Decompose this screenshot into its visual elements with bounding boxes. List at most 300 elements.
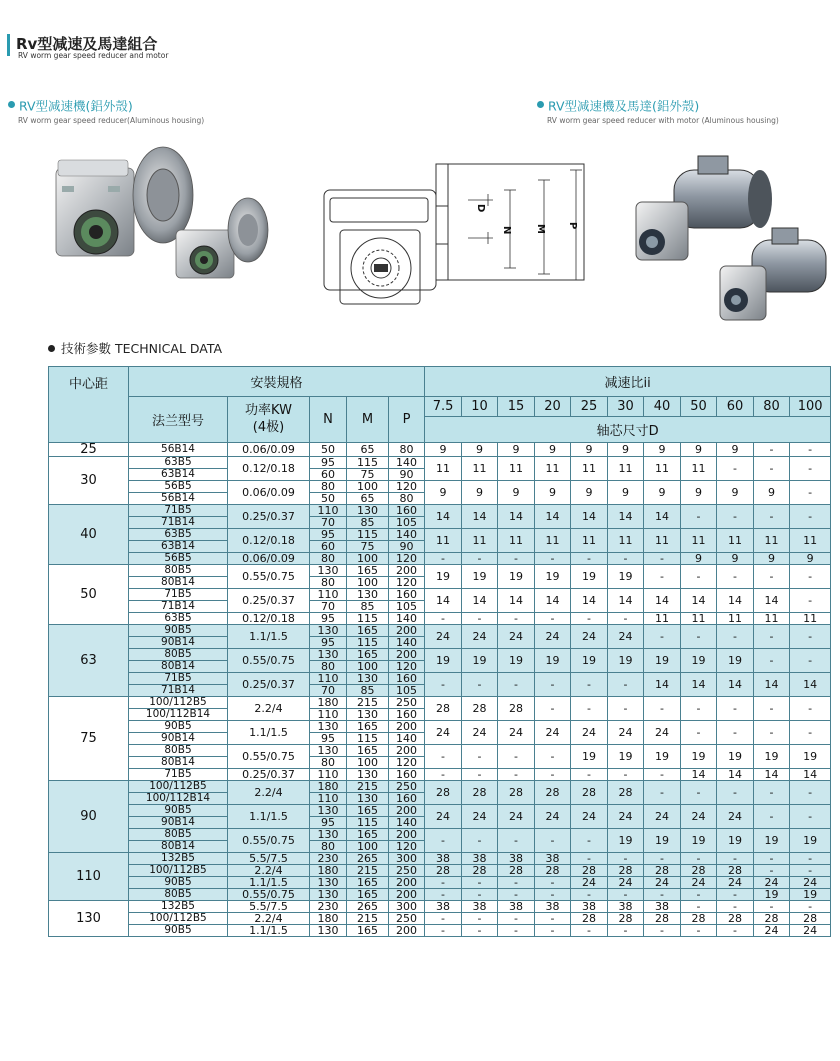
m-cell: 165: [347, 889, 389, 901]
shaft-cell: -: [425, 913, 462, 925]
ratio-80: 80: [754, 397, 790, 417]
n-cell: 95: [310, 613, 347, 625]
section-bullet-icon: [537, 101, 544, 108]
shaft-cell: -: [425, 889, 462, 901]
m-cell: 65: [347, 493, 389, 505]
shaft-cell: -: [644, 781, 681, 805]
m-cell: 100: [347, 481, 389, 493]
m-cell: 165: [347, 565, 389, 577]
shaft-cell: -: [790, 625, 831, 649]
shaft-cell: 28: [681, 865, 717, 877]
power-cell: 2.2/4: [228, 697, 310, 721]
n-cell: 230: [310, 853, 347, 865]
power-cell: 0.06/0.09: [228, 553, 310, 565]
m-cell: 215: [347, 697, 389, 709]
m-cell: 130: [347, 673, 389, 685]
shaft-cell: -: [498, 913, 535, 925]
shaft-cell: 19: [498, 565, 535, 589]
shaft-cell: 38: [462, 901, 498, 913]
shaft-cell: 19: [608, 649, 644, 673]
shaft-cell: 38: [644, 901, 681, 913]
p-cell: 140: [389, 613, 425, 625]
table-row: [49, 553, 831, 565]
shaft-cell: 24: [608, 625, 644, 649]
p-cell: 200: [389, 649, 425, 661]
shaft-cell: -: [644, 697, 681, 721]
shaft-cell: 28: [498, 781, 535, 805]
n-cell: 110: [310, 769, 347, 781]
shaft-cell: 9: [498, 443, 535, 457]
shaft-cell: -: [498, 889, 535, 901]
shaft-cell: -: [498, 925, 535, 937]
n-cell: 180: [310, 865, 347, 877]
p-cell: 200: [389, 829, 425, 841]
shaft-cell: 24: [498, 805, 535, 829]
shaft-cell: 28: [571, 865, 608, 877]
m-cell: 265: [347, 901, 389, 913]
p-cell: 160: [389, 769, 425, 781]
flange-cell: 80B5: [129, 889, 228, 901]
reducer-product-image: [48, 140, 273, 280]
section-reducer-subtitle: RV worm gear speed reducer(Aluminous housing): [18, 115, 205, 125]
flange-cell: 100/112B14: [129, 709, 228, 721]
n-cell: 110: [310, 673, 347, 685]
flange-cell: 71B5: [129, 673, 228, 685]
n-cell: 80: [310, 481, 347, 493]
p-cell: 200: [389, 805, 425, 817]
shaft-cell: -: [462, 745, 498, 769]
shaft-cell: 38: [535, 901, 571, 913]
shaft-cell: 28: [498, 697, 535, 721]
shaft-cell: -: [754, 649, 790, 673]
table-row: [49, 625, 831, 637]
n-cell: 60: [310, 541, 347, 553]
shaft-cell: 24: [571, 877, 608, 889]
flange-cell: 71B5: [129, 589, 228, 601]
table-row: [49, 829, 831, 841]
shaft-cell: -: [571, 829, 608, 853]
shaft-cell: -: [498, 553, 535, 565]
shaft-cell: 14: [790, 769, 831, 781]
shaft-cell: -: [535, 697, 571, 721]
shaft-cell: 9: [425, 443, 462, 457]
flange-cell: 100/112B5: [129, 865, 228, 877]
shaft-cell: 19: [425, 565, 462, 589]
flange-cell: 100/112B5: [129, 697, 228, 709]
n-cell: 130: [310, 649, 347, 661]
p-cell: 140: [389, 817, 425, 829]
header-shaft-size: 轴芯尺寸D: [425, 417, 831, 443]
n-cell: 95: [310, 457, 347, 469]
m-cell: 215: [347, 865, 389, 877]
shaft-cell: 24: [790, 877, 831, 889]
shaft-cell: 24: [717, 877, 754, 889]
m-cell: 215: [347, 913, 389, 925]
n-cell: 80: [310, 577, 347, 589]
shaft-cell: 24: [571, 721, 608, 745]
n-cell: 130: [310, 877, 347, 889]
shaft-cell: -: [498, 613, 535, 625]
flange-cell: 80B5: [129, 745, 228, 757]
shaft-cell: 14: [754, 769, 790, 781]
shaft-cell: 19: [644, 745, 681, 769]
n-cell: 95: [310, 529, 347, 541]
shaft-cell: -: [717, 565, 754, 589]
shaft-cell: 11: [608, 457, 644, 481]
shaft-cell: 24: [425, 805, 462, 829]
power-cell: 1.1/1.5: [228, 625, 310, 649]
ratio-25: 25: [571, 397, 608, 417]
m-cell: 115: [347, 637, 389, 649]
m-cell: 165: [347, 925, 389, 937]
shaft-cell: -: [425, 925, 462, 937]
shaft-cell: 24: [535, 805, 571, 829]
flange-cell: 90B5: [129, 805, 228, 817]
p-cell: 105: [389, 685, 425, 697]
shaft-cell: 28: [535, 781, 571, 805]
shaft-cell: -: [717, 457, 754, 481]
shaft-cell: 28: [462, 697, 498, 721]
m-cell: 85: [347, 601, 389, 613]
p-cell: 250: [389, 865, 425, 877]
shaft-cell: 9: [535, 481, 571, 505]
shaft-cell: 11: [644, 529, 681, 553]
n-cell: 130: [310, 745, 347, 757]
shaft-cell: -: [681, 565, 717, 589]
shaft-cell: 9: [717, 481, 754, 505]
shaft-cell: 14: [681, 769, 717, 781]
flange-cell: 90B14: [129, 733, 228, 745]
flange-cell: 90B14: [129, 817, 228, 829]
shaft-cell: 24: [498, 721, 535, 745]
shaft-cell: -: [754, 865, 790, 877]
shaft-cell: 38: [425, 853, 462, 865]
title-accent-bar: [7, 34, 10, 56]
shaft-cell: 14: [644, 589, 681, 613]
shaft-cell: 14: [681, 673, 717, 697]
shaft-cell: 19: [681, 745, 717, 769]
shaft-cell: -: [535, 925, 571, 937]
shaft-cell: 14: [462, 505, 498, 529]
dim-label-d: D: [475, 204, 486, 213]
shaft-cell: 14: [754, 673, 790, 697]
n-cell: 130: [310, 625, 347, 637]
shaft-cell: 24: [425, 721, 462, 745]
flange-cell: 56B14: [129, 493, 228, 505]
p-cell: 300: [389, 853, 425, 865]
n-cell: 130: [310, 805, 347, 817]
shaft-cell: -: [462, 613, 498, 625]
shaft-cell: 28: [462, 865, 498, 877]
shaft-cell: 24: [608, 877, 644, 889]
shaft-cell: 38: [498, 901, 535, 913]
power-cell: 0.55/0.75: [228, 829, 310, 853]
p-cell: 200: [389, 721, 425, 733]
shaft-cell: 11: [535, 529, 571, 553]
n-cell: 80: [310, 841, 347, 853]
n-cell: 60: [310, 469, 347, 481]
ratio-60: 60: [717, 397, 754, 417]
shaft-cell: 28: [608, 865, 644, 877]
n-cell: 70: [310, 517, 347, 529]
shaft-cell: 9: [571, 443, 608, 457]
shaft-cell: -: [571, 925, 608, 937]
shaft-cell: -: [571, 889, 608, 901]
shaft-cell: -: [571, 769, 608, 781]
shaft-cell: 24: [571, 625, 608, 649]
table-row: [49, 649, 831, 661]
m-cell: 115: [347, 613, 389, 625]
shaft-cell: 28: [571, 781, 608, 805]
p-cell: 80: [389, 443, 425, 457]
shaft-cell: -: [754, 505, 790, 529]
shaft-cell: 24: [571, 805, 608, 829]
p-cell: 200: [389, 565, 425, 577]
shaft-cell: -: [462, 913, 498, 925]
shaft-cell: -: [462, 925, 498, 937]
shaft-cell: -: [681, 853, 717, 865]
shaft-cell: -: [644, 625, 681, 649]
n-cell: 80: [310, 661, 347, 673]
shaft-cell: -: [462, 889, 498, 901]
center-distance-cell: 25: [49, 443, 129, 457]
shaft-cell: 19: [717, 829, 754, 853]
shaft-cell: -: [571, 853, 608, 865]
shaft-cell: -: [462, 673, 498, 697]
flange-cell: 63B14: [129, 541, 228, 553]
shaft-cell: 9: [425, 481, 462, 505]
power-cell: 1.1/1.5: [228, 925, 310, 937]
m-cell: 130: [347, 709, 389, 721]
shaft-cell: -: [717, 925, 754, 937]
shaft-cell: -: [790, 589, 831, 613]
shaft-cell: 14: [498, 505, 535, 529]
power-cell: 2.2/4: [228, 913, 310, 925]
table-row: [49, 481, 831, 493]
table-row: [49, 781, 831, 793]
shaft-cell: -: [754, 443, 790, 457]
flange-cell: 100/112B5: [129, 781, 228, 793]
flange-cell: 71B5: [129, 769, 228, 781]
shaft-cell: 9: [681, 553, 717, 565]
shaft-cell: 14: [425, 505, 462, 529]
shaft-cell: -: [425, 613, 462, 625]
flange-cell: 63B5: [129, 529, 228, 541]
ratio-7.5: 7.5: [425, 397, 462, 417]
shaft-cell: 11: [644, 457, 681, 481]
shaft-cell: 9: [644, 481, 681, 505]
shaft-cell: 19: [462, 565, 498, 589]
section-reducer: [8, 95, 204, 125]
shaft-cell: -: [535, 877, 571, 889]
p-cell: 250: [389, 781, 425, 793]
shaft-cell: 14: [608, 589, 644, 613]
table-row: [49, 529, 831, 541]
power-cell: 2.2/4: [228, 781, 310, 805]
shaft-cell: 28: [462, 781, 498, 805]
flange-cell: 80B5: [129, 829, 228, 841]
m-cell: 215: [347, 781, 389, 793]
table-row: [49, 505, 831, 517]
section-reducer-title: RV型减速機(鋁外殼): [19, 98, 133, 114]
shaft-cell: -: [790, 853, 831, 865]
n-cell: 50: [310, 443, 347, 457]
power-cell: 2.2/4: [228, 865, 310, 877]
p-cell: 200: [389, 925, 425, 937]
p-cell: 160: [389, 793, 425, 805]
shaft-cell: -: [681, 781, 717, 805]
table-row: [49, 721, 831, 733]
table-row: [49, 673, 831, 685]
p-cell: 105: [389, 601, 425, 613]
m-cell: 115: [347, 817, 389, 829]
shaft-cell: 19: [644, 649, 681, 673]
m-cell: 265: [347, 853, 389, 865]
shaft-cell: 14: [425, 589, 462, 613]
shaft-cell: -: [571, 613, 608, 625]
shaft-cell: -: [790, 805, 831, 829]
shaft-cell: 24: [644, 805, 681, 829]
m-cell: 100: [347, 577, 389, 589]
shaft-cell: 28: [425, 697, 462, 721]
shaft-cell: 28: [535, 865, 571, 877]
shaft-cell: 28: [681, 913, 717, 925]
ratio-15: 15: [498, 397, 535, 417]
shaft-cell: -: [754, 805, 790, 829]
shaft-cell: 14: [571, 589, 608, 613]
shaft-cell: 24: [498, 625, 535, 649]
flange-cell: 80B14: [129, 577, 228, 589]
power-cell: 5.5/7.5: [228, 901, 310, 913]
shaft-cell: 14: [681, 589, 717, 613]
shaft-cell: -: [535, 769, 571, 781]
shaft-cell: 9: [462, 443, 498, 457]
shaft-cell: 14: [644, 673, 681, 697]
shaft-cell: -: [754, 625, 790, 649]
shaft-cell: -: [535, 889, 571, 901]
table-row: [49, 457, 831, 469]
ratio-50: 50: [681, 397, 717, 417]
shaft-cell: 19: [754, 829, 790, 853]
shaft-cell: -: [425, 553, 462, 565]
p-cell: 105: [389, 517, 425, 529]
shaft-cell: -: [498, 769, 535, 781]
shaft-cell: -: [681, 625, 717, 649]
power-cell: 5.5/7.5: [228, 853, 310, 865]
p-cell: 120: [389, 757, 425, 769]
shaft-cell: 9: [790, 553, 831, 565]
n-cell: 130: [310, 889, 347, 901]
dim-label-p: P: [567, 222, 578, 230]
shaft-cell: 9: [644, 443, 681, 457]
p-cell: 120: [389, 553, 425, 565]
power-cell: 0.25/0.37: [228, 505, 310, 529]
shaft-cell: -: [608, 697, 644, 721]
shaft-cell: 19: [571, 745, 608, 769]
m-cell: 115: [347, 733, 389, 745]
n-cell: 110: [310, 709, 347, 721]
shaft-cell: 11: [754, 613, 790, 625]
p-cell: 200: [389, 625, 425, 637]
shaft-cell: -: [535, 745, 571, 769]
flange-cell: 80B5: [129, 649, 228, 661]
ratio-40: 40: [644, 397, 681, 417]
shaft-cell: 9: [681, 443, 717, 457]
shaft-cell: -: [644, 553, 681, 565]
shaft-cell: 24: [644, 721, 681, 745]
shaft-cell: -: [717, 781, 754, 805]
shaft-cell: 9: [571, 481, 608, 505]
shaft-cell: 19: [717, 745, 754, 769]
center-distance-cell: 75: [49, 697, 129, 781]
m-cell: 100: [347, 661, 389, 673]
flange-cell: 90B5: [129, 721, 228, 733]
shaft-cell: 19: [608, 829, 644, 853]
m-cell: 75: [347, 469, 389, 481]
shaft-cell: 24: [425, 625, 462, 649]
shaft-cell: -: [790, 649, 831, 673]
n-cell: 110: [310, 589, 347, 601]
table-row: [49, 913, 831, 925]
shaft-cell: 11: [717, 529, 754, 553]
shaft-cell: -: [790, 781, 831, 805]
power-cell: 0.12/0.18: [228, 613, 310, 625]
shaft-cell: 14: [608, 505, 644, 529]
table-row: [49, 565, 831, 577]
page-title: Rv型减速及馬達組合: [16, 35, 158, 53]
shaft-cell: 14: [571, 505, 608, 529]
p-cell: 160: [389, 673, 425, 685]
n-cell: 80: [310, 553, 347, 565]
shaft-cell: -: [754, 901, 790, 913]
shaft-cell: -: [608, 889, 644, 901]
shaft-cell: 11: [754, 529, 790, 553]
flange-cell: 71B14: [129, 517, 228, 529]
n-cell: 130: [310, 721, 347, 733]
n-cell: 110: [310, 505, 347, 517]
shaft-cell: 11: [462, 457, 498, 481]
m-cell: 85: [347, 517, 389, 529]
shaft-cell: 19: [571, 649, 608, 673]
p-cell: 160: [389, 709, 425, 721]
n-cell: 80: [310, 757, 347, 769]
flange-cell: 90B5: [129, 625, 228, 637]
m-cell: 130: [347, 793, 389, 805]
shaft-cell: -: [790, 457, 831, 481]
shaft-cell: 19: [790, 829, 831, 853]
p-cell: 200: [389, 745, 425, 757]
flange-cell: 80B14: [129, 841, 228, 853]
p-cell: 120: [389, 841, 425, 853]
shaft-cell: -: [462, 877, 498, 889]
n-cell: 70: [310, 685, 347, 697]
p-cell: 90: [389, 541, 425, 553]
shaft-cell: 14: [462, 589, 498, 613]
shaft-cell: -: [681, 721, 717, 745]
shaft-cell: 19: [790, 889, 831, 901]
dimension-drawing: [318, 160, 590, 322]
shaft-cell: 19: [790, 745, 831, 769]
header-center-distance: 中心距: [49, 367, 129, 443]
shaft-cell: 14: [498, 589, 535, 613]
shaft-cell: 9: [681, 481, 717, 505]
center-distance-cell: 50: [49, 565, 129, 625]
table-row: [49, 613, 831, 625]
n-cell: 95: [310, 733, 347, 745]
flange-cell: 80B14: [129, 661, 228, 673]
shaft-cell: 11: [571, 529, 608, 553]
p-cell: 120: [389, 577, 425, 589]
